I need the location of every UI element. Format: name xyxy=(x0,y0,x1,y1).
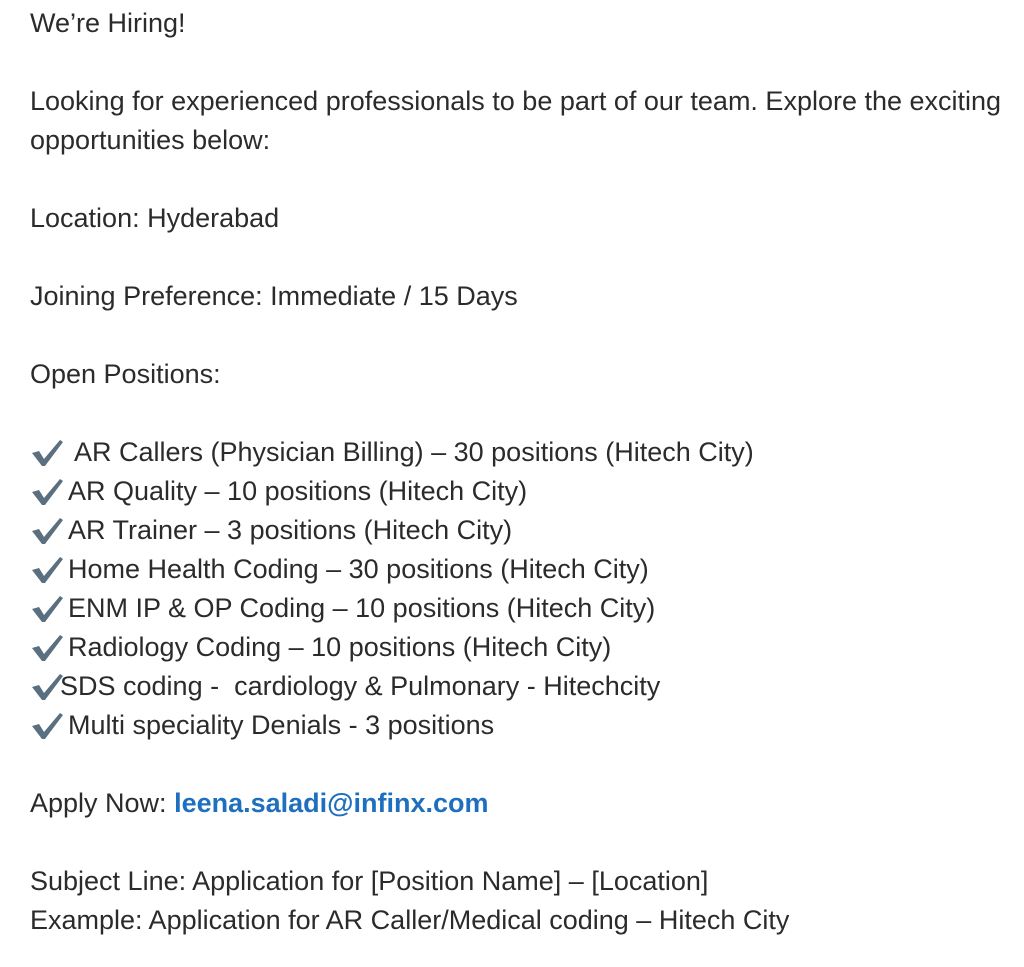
position-text: SDS coding - cardiology & Pulmonary - Hitechcity xyxy=(60,671,661,701)
spacer xyxy=(30,316,1010,355)
job-post xyxy=(30,4,1010,940)
list-item xyxy=(30,589,1010,628)
spacer xyxy=(30,43,1010,82)
spacer xyxy=(30,394,1010,433)
position-text: AR Quality – 10 positions (Hitech City) xyxy=(68,476,528,506)
post-heading: We’re Hiring! xyxy=(30,8,186,38)
list-item xyxy=(30,628,1010,667)
list-item xyxy=(30,511,1010,550)
position-text: Home Health Coding – 30 positions (Hitech City) xyxy=(68,554,649,584)
spacer xyxy=(30,823,1010,862)
apply-label: Apply Now: xyxy=(30,788,175,818)
list-item xyxy=(30,667,1010,706)
position-text: Radiology Coding – 10 positions (Hitech City) xyxy=(68,632,612,662)
joining-line: Joining Preference: Immediate / 15 Days xyxy=(30,281,518,311)
position-text: AR Callers (Physician Billing) – 30 positions (Hitech City) xyxy=(68,437,754,467)
location-line: Location: Hyderabad xyxy=(30,203,280,233)
list-item xyxy=(30,472,1010,511)
check-mark-icon xyxy=(30,433,68,472)
apply-line xyxy=(30,784,1010,823)
spacer xyxy=(30,745,1010,784)
position-text: AR Trainer – 3 positions (Hitech City) xyxy=(68,515,513,545)
example-line: Example: Application for AR Caller/Medical coding – Hitech City xyxy=(30,905,790,935)
spacer xyxy=(30,160,1010,199)
check-mark-icon xyxy=(30,706,68,745)
check-mark-icon xyxy=(30,550,68,589)
check-mark-icon xyxy=(30,628,68,667)
spacer xyxy=(30,238,1010,277)
check-mark-icon xyxy=(30,589,68,628)
list-item xyxy=(30,433,1010,472)
positions-list xyxy=(30,433,1010,745)
position-text: Multi speciality Denials - 3 positions xyxy=(68,710,495,740)
list-item xyxy=(30,706,1010,745)
apply-email-link[interactable]: leena.saladi@infinx.com xyxy=(174,788,489,818)
subject-line: Subject Line: Application for [Position Name] – [Location] xyxy=(30,866,709,896)
position-text: ENM IP & OP Coding – 10 positions (Hitech City) xyxy=(68,593,656,623)
check-mark-icon xyxy=(30,472,68,511)
list-item xyxy=(30,550,1010,589)
check-mark-icon xyxy=(30,511,68,550)
open-positions-label: Open Positions: xyxy=(30,359,221,389)
post-intro: Looking for experienced professionals to be part of our team. Explore the exciting opportunities below: xyxy=(30,86,1002,155)
